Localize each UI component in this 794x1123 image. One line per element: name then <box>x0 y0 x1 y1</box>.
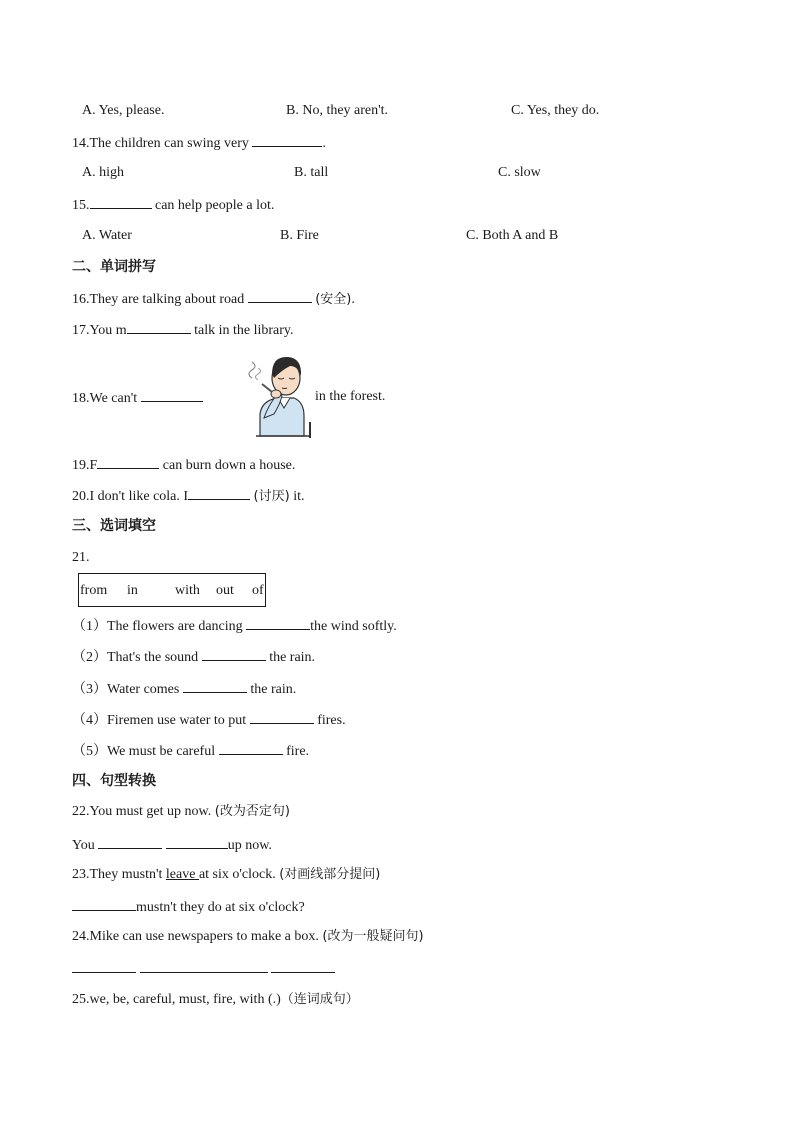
word-bank-word: of <box>252 583 264 598</box>
q22-blank <box>98 834 162 849</box>
q15-blank <box>90 194 152 209</box>
q21-item-1 <box>72 615 397 637</box>
q21-item-text: （4）Firemen use water to put <box>72 713 250 728</box>
q13-option-c: C. Yes, they do. <box>511 103 600 118</box>
q17-text: 17.You m <box>72 323 127 338</box>
q21-item-5 <box>72 740 309 762</box>
q21-item-end: fire. <box>282 744 310 759</box>
q14-text: 14.The children can swing very <box>72 136 253 151</box>
q22-answer-start: You <box>72 838 99 853</box>
q21-blank <box>202 646 266 661</box>
word-bank-box <box>78 573 266 607</box>
q23-answer-line <box>72 896 305 918</box>
q14-blank <box>252 132 322 147</box>
q22-answer-end: up now. <box>227 838 272 853</box>
q21-number: 21. <box>72 550 90 565</box>
q21-item-end: the wind softly. <box>310 619 397 634</box>
q16-end: . <box>351 292 355 307</box>
q24-text: 24.Mike can use newspapers to make a box. <box>72 929 323 944</box>
q15-option-c: C. Both A and B <box>466 228 559 243</box>
word-bank-word: from <box>80 583 108 598</box>
question-16 <box>72 288 355 310</box>
q21-item-end: fires. <box>313 713 346 728</box>
question-15 <box>72 194 274 216</box>
question-22 <box>72 802 290 822</box>
q18-text: 18.We can't <box>72 391 141 406</box>
q23-text-end: at six o'clock. <box>198 867 280 882</box>
q22-answer-line <box>72 834 272 856</box>
q13-option-a: A. Yes, please. <box>82 103 165 118</box>
q21-blank <box>183 678 247 693</box>
word-bank-word: out <box>216 583 234 598</box>
q19-blank <box>97 454 159 469</box>
q17-blank <box>127 319 191 334</box>
q20-blank <box>188 485 250 500</box>
q18-blank <box>141 387 203 402</box>
q13-option-b: B. No, they aren't. <box>286 103 389 118</box>
q21-item-4 <box>72 709 346 731</box>
q24-blank <box>140 958 268 973</box>
q18-end: in the forest. <box>315 389 386 404</box>
q21-item-text: （3）Water comes <box>72 682 183 697</box>
q20-end: it. <box>289 489 305 504</box>
section-2-heading: 二、单词拼写 <box>72 259 156 275</box>
q19-text: 19.F <box>72 458 98 473</box>
question-14 <box>72 132 326 154</box>
q14-option-c: C. slow <box>498 165 541 180</box>
q16-text: 16.They are talking about road <box>72 292 248 307</box>
word-bank-word: in <box>127 583 138 598</box>
q21-blank <box>246 615 310 630</box>
question-25 <box>72 990 359 1010</box>
q16-hint: (安全) <box>315 292 352 307</box>
question-18 <box>72 387 203 409</box>
q23-blank <box>72 896 136 911</box>
q23-underlined-word: leave <box>165 867 199 882</box>
q22-text: 22.You must get up now. <box>72 804 215 819</box>
q15-option-a: A. Water <box>82 228 132 243</box>
q21-item-end: the rain. <box>265 650 316 665</box>
question-17 <box>72 319 294 341</box>
section-4-heading: 四、句型转换 <box>72 773 156 789</box>
q14-option-b: B. tall <box>294 165 329 180</box>
q21-item-text: （5）We must be careful <box>72 744 219 759</box>
q24-blank <box>72 958 136 973</box>
smoking-man-illustration <box>238 348 314 440</box>
q24-blank <box>271 958 335 973</box>
q14-option-a: A. high <box>82 165 124 180</box>
q22-instruction: (改为否定句) <box>214 804 290 819</box>
q14-end: . <box>322 136 326 151</box>
question-19 <box>72 454 295 476</box>
word-bank-word: with <box>175 583 200 598</box>
q15-text: can help people a lot. <box>151 198 275 213</box>
q21-item-end: the rain. <box>246 682 297 697</box>
q24-instruction: (改为一般疑问句) <box>322 929 424 944</box>
q21-blank <box>219 740 283 755</box>
question-24 <box>72 927 424 947</box>
q23-answer-end: mustn't they do at six o'clock? <box>136 900 305 915</box>
question-20 <box>72 485 304 507</box>
q15-number: 15. <box>72 198 90 213</box>
q21-item-2 <box>72 646 315 668</box>
q21-item-3 <box>72 678 296 700</box>
q19-end: can burn down a house. <box>159 458 296 473</box>
q25-text: 25.we, be, careful, must, fire, with (.) <box>72 992 281 1007</box>
q21-item-text: （1）The flowers are dancing <box>72 619 247 634</box>
q25-instruction: （连词成句） <box>280 992 359 1007</box>
q16-blank <box>248 288 312 303</box>
q21-blank <box>250 709 314 724</box>
q23-text: 23.They mustn't <box>72 867 166 882</box>
section-3-heading: 三、选词填空 <box>72 518 156 534</box>
q20-hint: (讨厌) <box>253 489 290 504</box>
q23-instruction: (对画线部分提问) <box>279 867 381 882</box>
q15-option-b: B. Fire <box>280 228 319 243</box>
question-23 <box>72 865 380 885</box>
q17-end: talk in the library. <box>190 323 294 338</box>
q24-answer-line <box>72 958 335 980</box>
q21-item-text: （2）That's the sound <box>72 650 202 665</box>
q20-text: 20.I don't like cola. I <box>72 489 189 504</box>
q22-blank <box>166 834 228 849</box>
